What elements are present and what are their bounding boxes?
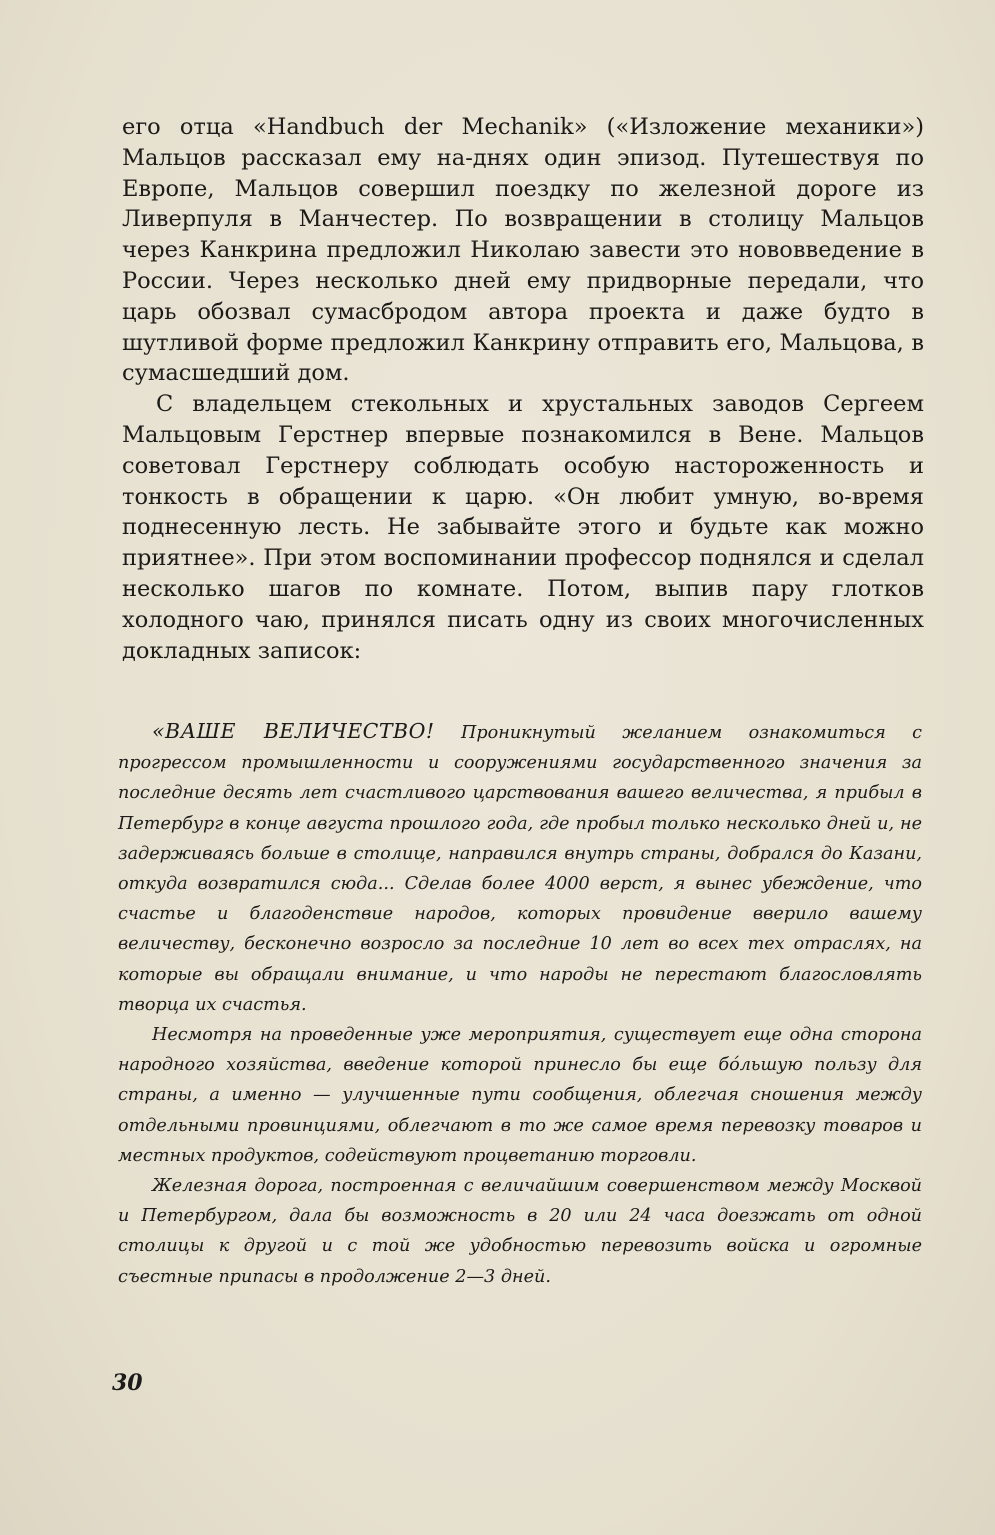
letter-paragraph-1-text: Проникнутый желанием ознакомиться с прогрессом промышленности и сооружениями государственного значения за последние десять лет счастливого царствования вашего величества, я прибыл в Петербург в конце августа прошлого года, где пробыл только несколько дней и, не задерживаясь больше в столице, направился внутрь страны, добрался до Казани, откуда возвратился сюда... Сделав более 4000 верст, я вынес убеждение, что счастье и благоденствие народов, которых провидение вверило вашему величеству, бесконечно возросло за последние 10 лет во всех тех отраслях, на которые вы обращали внимание, и что народы не перестают благословлять творца их счастья. [118, 723, 922, 1015]
letter-paragraph-3: Железная дорога, построенная с величайшим совершенством между Москвой и Петербургом, дала бы возможность в 20 или 24 часа доезжать от одной столицы к другой и с той же удобностью перевозить войска и огромные съестные припасы в продолжение 2—3 дней. [118, 1176, 922, 1287]
main-paragraph-1: его отца «Handbuch der Mechanik» («Изложение механики») Мальцов рассказал ему на-днях один эпизод. Путешествуя по Европе, Мальцов совершил поездку по железной дороге из Ливерпуля в Манчестер. По возвращении в столицу Мальцов через Канкрина предложил Николаю завести это нововведение в России. Через несколько дней ему придворные передали, что царь обозвал сумасбродом автора проекта и даже будто в шутливой форме предложил Канкрину отправить его, Мальцова, в сумасшедший дом. [122, 114, 924, 387]
letter-salutation: «ВАШЕ ВЕЛИЧЕСТВО! [152, 719, 435, 743]
main-paragraph-2: С владельцем стекольных и хрустальных заводов Сергеем Мальцовым Герстнер впервые познакомился в Вене. Мальцов советовал Герстнеру соблюдать особую настороженность и тонкость в обращении к царю. «Он любит умную, во-время поднесенную лесть. Не забывайте этого и будьте как можно приятнее». При этом воспоминании профессор поднялся и сделал несколько шагов по комнате. Потом, выпив пару глотков холодного чаю, принялся писать одну из своих многочисленных докладных записок: [122, 391, 924, 664]
letter-paragraph-1 [118, 716, 922, 1020]
letter-paragraph-2: Несмотря на проведенные уже мероприятия, существует еще одна сторона народного хозяйства, введение которой принесло бы еще бóльшую пользу для страны, а именно — улучшенные пути сообщения, облегчая сношения между отдельными провинциями, облегчают в то же самое время перевозку товаров и местных продуктов, содействуют процветанию торговли. [118, 1025, 922, 1166]
main-text-block [122, 112, 924, 666]
page-number: 30 [112, 1370, 143, 1396]
letter-block [118, 716, 922, 1292]
